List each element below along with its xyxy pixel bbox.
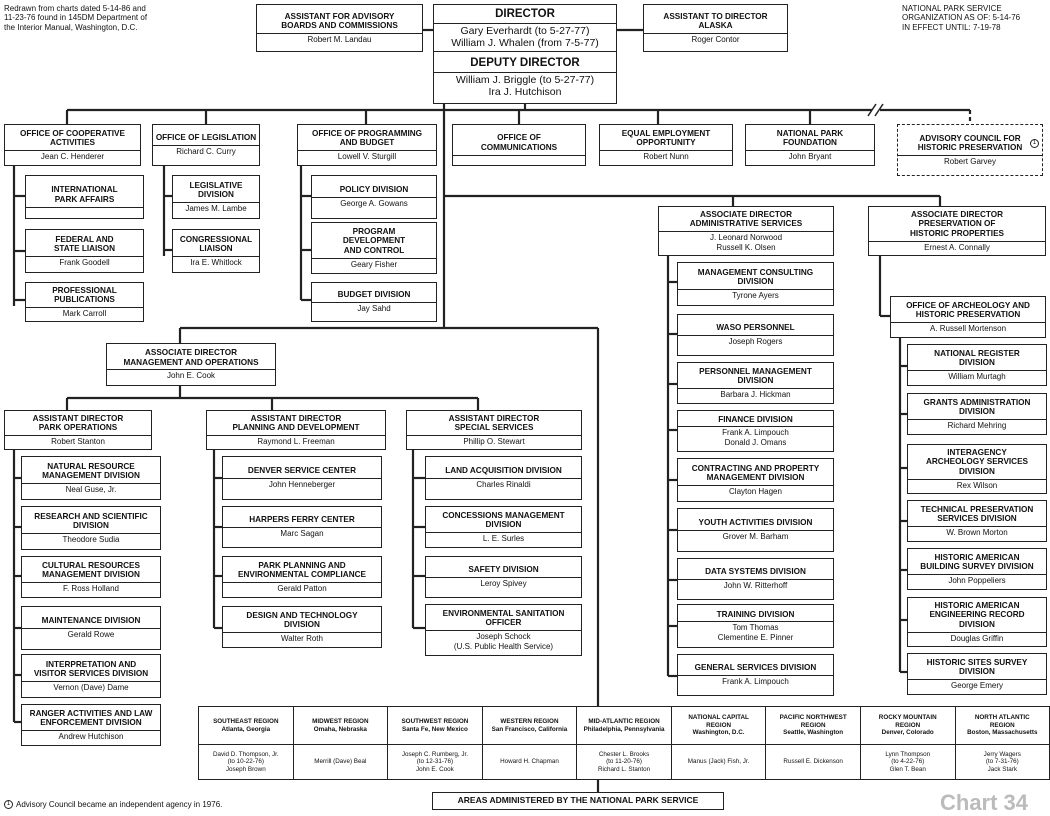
org-box-people: Frank Goodell [59,257,110,267]
org-box-ad-plan [206,410,386,450]
org-box-progbud [297,124,437,166]
org-box-people: Clayton Hagen [729,486,782,496]
org-box-people: John Poppeliers [948,575,1006,585]
org-box-people: Theodore Sudia [62,534,120,544]
org-box-ad-mgmt [106,343,276,386]
director-title: DIRECTOR [495,7,555,20]
org-box-title: PROGRAM DEVELOPMENT AND CONTROL [342,226,406,255]
areas-administered-box: AREAS ADMINISTERED BY THE NATIONAL PARK SERVICE [432,792,724,810]
org-box-coop [4,124,141,166]
org-box-title: RESEARCH AND SCIENTIFIC DIVISION [34,511,148,531]
org-box-title: CULTURAL RESOURCES MANAGEMENT DIVISION [42,560,140,580]
org-box-title: INTERPRETATION AND VISITOR SERVICES DIVISION [33,659,149,679]
org-box-people: Jean C. Henderer [40,151,105,161]
org-box-title: OFFICE OF COOPERATIVE ACTIVITIES [20,128,125,148]
org-box-cultres [21,556,161,598]
org-box-people: Robert Nunn [643,151,689,161]
org-box-harpers [222,506,382,548]
org-box-concess [425,506,582,548]
org-box-people: A. Russell Mortenson [929,323,1007,333]
org-box-title: ASSISTANT DIRECTOR SPECIAL SERVICES [448,413,540,433]
org-box-persmgmt [677,362,834,404]
org-box-people: Raymond L. Freeman [257,436,335,446]
org-box-hss [907,653,1047,695]
org-box-people: Geary Fisher [350,259,398,269]
org-box-title: CONCESSIONS MANAGEMENT DIVISION [442,510,565,530]
org-box-finance [677,410,834,452]
org-box-haer [907,597,1047,647]
org-box-gensvc [677,654,834,696]
org-box-people: J. Leonard Norwood Russell K. Olsen [709,233,783,252]
org-box-legis [152,124,260,166]
org-box-people: Jay Sahd [357,304,391,313]
deputy-director-people: William J. Briggle (to 5-27-77) Ira J. Hutchison [455,74,595,98]
org-box-people: Barbara J. Hickman [720,389,791,399]
org-box-people: Tom Thomas Clementine E. Pinner [717,623,794,642]
org-box-people: Robert Stanton [51,436,105,446]
org-box-title: ASSOCIATE DIRECTOR MANAGEMENT AND OPERATIONS [123,348,259,367]
org-box-people: Neal Guse, Jr. [65,484,117,494]
org-box-people: Ernest A. Connally [924,242,990,252]
org-box-federal [25,229,144,273]
org-box-title: FINANCE DIVISION [718,414,793,424]
org-box-title: GENERAL SERVICES DIVISION [694,663,817,673]
org-box-title: NATIONAL REGISTER DIVISION [934,348,1020,368]
regional-offices-table [198,706,1050,780]
org-box-title: OFFICE OF ARCHEOLOGY AND HISTORIC PRESERVATION [906,300,1030,320]
org-box-people: Leroy Spivey [480,579,527,588]
org-box-safety [425,556,582,598]
org-box-training [677,604,834,648]
footnote [4,800,222,809]
org-box-techpres [907,500,1047,542]
footnote-marker: 1 [4,800,13,809]
org-box-people: Robert Garvey [943,156,997,166]
org-box-people: William Murtagh [948,371,1006,381]
org-box-design [222,606,382,648]
org-box-title: BUDGET DIVISION [337,290,411,300]
org-box-people: John Henneberger [268,480,336,489]
org-box-people: Roger Contor [691,34,740,44]
region-midwest: MIDWEST REGION Omaha, Nebraska Merrill (Dave) Beal [294,707,389,779]
org-box-title: ASSOCIATE DIRECTOR PRESERVATION OF HISTORIC PROPERTIES [909,209,1005,238]
org-box-title: HISTORIC AMERICAN ENGINEERING RECORD DIVISION [929,600,1025,629]
org-box-title: FEDERAL AND STATE LIAISON [53,234,116,254]
org-box-people: Phillip O. Stewart [463,436,525,446]
org-box-title: HISTORIC SITES SURVEY DIVISION [926,657,1028,677]
org-box-people: James M. Lambe [185,203,247,213]
org-box-people: Rex Wilson [956,480,998,490]
org-box-title: TECHNICAL PRESERVATION SERVICES DIVISION [920,504,1034,524]
org-box-title: OFFICE OF PROGRAMMING AND BUDGET [311,128,423,148]
org-box-contract [677,458,834,502]
org-box-people: Lowell V. Sturgill [337,151,397,161]
org-box-people: Mark Carroll [62,308,107,318]
org-box-youth [677,508,834,552]
org-box-maint [21,606,161,650]
org-box-people: Joseph Rogers [728,337,783,346]
org-box-title: ASSISTANT TO DIRECTOR ALASKA [663,11,768,31]
org-box-ranger [21,704,161,746]
org-box-title: HISTORIC AMERICAN BUILDING SURVEY DIVISION [920,552,1034,572]
org-box-denver [222,456,382,500]
org-box-title: PERSONNEL MANAGEMENT DIVISION [699,366,812,386]
org-box-title: SAFETY DIVISION [468,565,539,575]
org-box-people: W. Brown Morton [946,527,1008,537]
org-box-title: TRAINING DIVISION [716,609,795,619]
org-box-profpub [25,282,144,322]
org-box-title: INTERNATIONAL PARK AFFAIRS [51,185,118,204]
org-box-policy [311,175,437,219]
director-box [433,4,617,52]
org-box-people: Vernon (Dave) Dame [53,682,129,692]
org-box-interag [907,444,1047,494]
org-box-comm [452,124,586,166]
org-box-title: YOUTH ACTIVITIES DIVISION [698,518,813,528]
org-box-title: ASSOCIATE DIRECTOR ADMINISTRATIVE SERVICES [689,209,803,229]
org-box-title: OFFICE OF LEGISLATION [155,133,257,143]
org-box-title: DATA SYSTEMS DIVISION [705,567,806,577]
org-box-title: RANGER ACTIVITIES AND LAW ENFORCEMENT DIVISION [29,708,153,728]
org-box-title: ASSISTANT DIRECTOR PARK OPERATIONS [32,413,124,433]
org-box-people: Frank A. Limpouch [722,677,789,686]
org-box-people: Joseph Schock (U.S. Public Health Service) [453,632,554,651]
org-box-title: PARK PLANNING AND ENVIRONMENTAL COMPLIANCE [238,560,366,580]
org-box-title: POLICY DIVISION [339,185,409,195]
org-box-title: DESIGN AND TECHNOLOGY DIVISION [246,610,358,630]
org-box-habs [907,548,1047,590]
org-box-natreg [907,344,1047,386]
region-national-capital: NATIONAL CAPITAL REGION Washington, D.C. Manus (Jack) Fish, Jr. [672,707,767,779]
org-box-title: NATURAL RESOURCE MANAGEMENT DIVISION [42,461,140,481]
org-box-people [453,156,585,157]
org-box-title: PROFESSIONAL PUBLICATIONS [52,285,117,305]
org-box-congr [172,229,260,273]
org-box-people: Grover M. Barham [722,532,789,541]
org-box-title: WASO PERSONNEL [716,323,795,333]
org-box-title: DENVER SERVICE CENTER [247,466,357,476]
org-box-title: CONGRESSIONAL LIAISON [179,234,253,254]
region-rocky-mountain: ROCKY MOUNTAIN REGION Denver, Colorado Lynn Thompson (to 4-22-76) Glen T. Bean [861,707,956,779]
org-box-asst-alaska [643,4,788,52]
org-box-people: Richard Mehring [947,420,1007,430]
region-southwest: SOUTHWEST REGION Santa Fe, New Mexico Joseph C. Rumberg, Jr. (to 12-31-76) John E. Cook [388,707,483,779]
org-box-people: Tyrone Ayers [732,290,779,300]
org-box-title: ASSISTANT DIRECTOR PLANNING AND DEVELOPMENT [232,413,360,433]
org-box-mgmtcons [677,262,834,306]
org-box-parkplan [222,556,382,598]
org-box-npf [745,124,875,166]
chart-number-label: Chart 34 [940,790,1029,815]
org-box-people: Marc Sagan [280,529,324,538]
org-box-people: Walter Roth [281,633,323,643]
org-box-people: Gerald Rowe [67,630,115,639]
org-box-title: LAND ACQUISITION DIVISION [445,466,562,476]
org-box-people: John W. Ritterhoff [723,581,788,590]
org-box-asst-advisory [256,4,423,52]
org-box-title: MAINTENANCE DIVISION [41,616,141,626]
org-box-title: MANAGEMENT CONSULTING DIVISION [697,267,814,287]
org-box-title: ASSISTANT FOR ADVISORY BOARDS AND COMMISSIONS [281,11,398,31]
org-box-natres [21,456,161,500]
org-box-eeo [599,124,733,166]
region-pacific-northwest: PACIFIC NORTHWEST REGION Seattle, Washington Russell E. Dickenson [766,707,861,779]
org-box-grants [907,393,1047,435]
org-box-people: John E. Cook [166,371,216,381]
header-source-note: Redrawn from charts dated 5-14-86 and 11-23-76 found in 145DM Department of the Interior Manual, Washington, D.C. [4,4,148,32]
org-box-archeo [890,296,1046,338]
org-box-people: Andrew Hutchison [58,731,124,741]
deputy-director-title: DEPUTY DIRECTOR [470,57,580,69]
region-north-atlantic: NORTH ATLANTIC REGION Boston, Massachusetts Jerry Wagers (to 7-31-76) Jack Stark [956,707,1050,779]
org-box-people: Richard C. Curry [176,147,236,156]
org-box-title: CONTRACTING AND PROPERTY MANAGEMENT DIVISION [691,463,820,483]
region-mid-atlantic: MID-ATLANTIC REGION Philadelphia, Pennsylvania Chester L. Brooks (to 11-20-76) Richard L. Stanton [577,707,672,779]
org-box-ad-parkops [4,410,152,450]
org-box-people: Douglas Griffin [950,633,1004,643]
org-box-datasys [677,558,834,600]
org-box-ad-special [406,410,582,450]
org-box-ad-admin [658,206,834,256]
org-box-waso [677,314,834,356]
org-box-people: John Bryant [788,151,832,161]
director-people: Gary Everhardt (to 5-27-77) William J. Whalen (from 7-5-77) [451,24,599,49]
region-southeast: SOUTHEAST REGION Atlanta, Georgia David D. Thompson, Jr. (to 10-22-76) Joseph Brown [199,707,294,779]
org-box-people: Robert M. Landau [307,34,372,44]
org-box-title: HARPERS FERRY CENTER [249,515,355,525]
footnote-marker-icon: 1 [1030,139,1039,148]
org-box-title: GRANTS ADMINISTRATION DIVISION [923,397,1031,417]
org-box-ad-hist [868,206,1046,256]
org-box-intl [25,175,144,219]
org-box-title: EQUAL EMPLOYMENT OPPORTUNITY [621,128,711,148]
org-box-envsan [425,604,582,656]
org-box-progdev [311,222,437,274]
org-box-people: Ira E. Whitlock [190,257,242,267]
org-box-budget [311,282,437,322]
org-box-title: ADVISORY COUNCIL FOR HISTORIC PRESERVATION [917,133,1023,153]
footnote-text: Advisory Council became an independent agency in 1976. [16,800,223,809]
org-box-legdiv [172,175,260,219]
org-box-people: F. Ross Holland [62,583,120,593]
org-box-landacq [425,456,582,500]
org-box-title: LEGISLATIVE DIVISION [189,180,243,200]
org-box-title: ENVIRONMENTAL SANITATION OFFICER [442,608,565,628]
region-western: WESTERN REGION San Francisco, California Howard H. Chapman [483,707,578,779]
org-box-people: Frank A. Limpouch Donald J. Omans [722,428,789,447]
org-box-research [21,506,161,550]
org-box-title: INTERAGENCY ARCHEOLOGY SERVICES DIVISION [925,447,1029,476]
org-box-achp [897,124,1043,176]
header-organization-date: NATIONAL PARK SERVICE ORGANIZATION AS OF: 5-14-76 IN EFFECT UNTIL: 7-19-78 [902,4,1021,32]
org-box-people: Charles Rinaldi [476,480,531,489]
org-box-people: Gerald Patton [277,583,327,593]
org-box-title: NATIONAL PARK FOUNDATION [776,128,844,148]
org-box-title: OFFICE OF COMMUNICATIONS [480,133,558,152]
org-box-people: L. E. Surles [482,533,525,543]
org-box-people: George A. Gowans [340,199,408,208]
org-box-people [26,208,143,209]
org-box-people: George Emery [950,680,1004,690]
deputy-director-box [433,51,617,104]
org-box-interp [21,654,161,698]
